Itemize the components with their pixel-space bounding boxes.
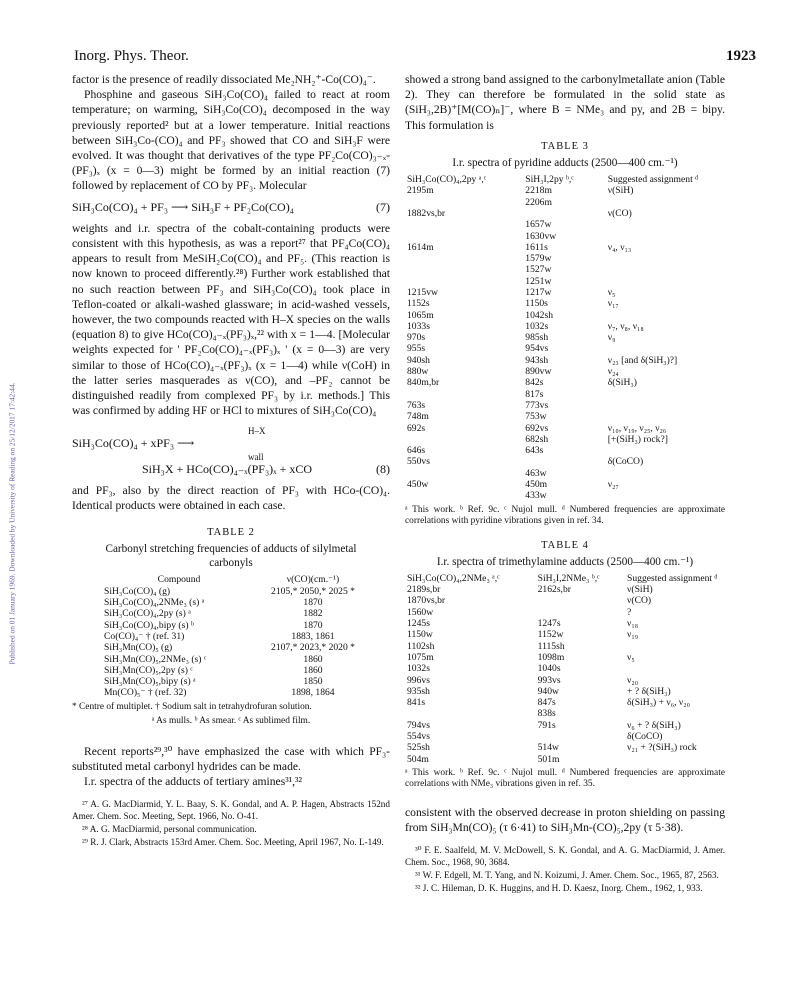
table-row [405,366,725,377]
table-cell: 1150w [407,629,433,641]
table-cell: 2206m [525,196,552,208]
table-cell: δ(SiH₃) [607,377,637,389]
table-row [405,287,725,298]
table-row [102,687,370,698]
table-cell: 940sh [407,354,430,366]
table-cell: 1898, 1864 [291,687,335,699]
table-row [405,219,725,230]
table-cell: 817s [525,388,544,400]
table-cell: + ? δ(SiH₃) [627,685,671,697]
table-cell: ν₂₃ [and δ(SiH₃)?] [607,354,678,366]
table-cell: 1611s [525,241,548,253]
table-row [405,754,725,765]
table-row [405,675,725,686]
table-cell: 1245s [407,618,430,630]
table-cell [606,197,725,208]
paragraph: and PF₃, also by the direct reaction of PF₃ with HCo-(CO)₄. Identical products were obtained in each case. [72,483,390,513]
table-cell: 838s [537,708,556,720]
table-cell: 682sh [525,433,549,445]
table-row [405,652,725,663]
table-cell: ν₅ [607,286,616,298]
table-cell: ν(SiH) [607,185,634,197]
table-cell: ν₂₀ [627,674,639,686]
table-cell [405,468,523,479]
table-cell [536,595,625,606]
table-cell: δ(CoCO) [607,456,644,468]
table-cell: 2105,* 2050,* 2025 * [271,585,355,597]
table-row [405,445,725,456]
table-cell: 1850 [303,676,323,688]
table-cell: SiH₃Mn(CO)₅ (g) [104,642,173,654]
table-cell: 550vs [407,456,430,468]
table-cell: 2107,* 2023,* 2020 * [271,642,355,654]
table-cell [606,310,725,321]
table-cell: ν₉ [607,332,616,344]
table-cell: 463w [525,467,547,479]
table-row [102,654,370,665]
column-header: Compound [157,574,201,586]
table-cell [625,754,725,765]
table-cell: ν₁₉ [627,629,639,641]
table-cell: 1870 [303,619,323,631]
reference: ²⁹ R. J. Clark, Abstracts 153rd Amer. Chem. Soc. Meeting, April 1967, No. L-149. [82,837,384,848]
table-3-title: I.r. spectra of pyridine adducts (2500—400 cm.⁻¹) [452,157,678,170]
table-3-footnote: ᵃ This work. ᵇ Ref. 9c. ᶜ Nujol mull. ᵈ Numbered frequencies are approximate correlations with pyridine vibrations given in ref. 34. [405,504,725,527]
table-cell: 643s [525,445,544,457]
table-cell: 450m [525,479,548,491]
table-row [405,434,725,445]
table-row [102,642,370,653]
table-cell: 841s [407,697,426,709]
table-cell: 935sh [407,685,430,697]
table-cell [606,253,725,264]
table-cell: ν₂₇ [607,479,619,491]
table-cell: 1032s [525,320,549,332]
table-row [405,423,725,434]
column-header: SiH₃I,2NMe₃ ᵇ,ᶜ [537,572,600,584]
table-cell: 1247s [537,618,561,630]
table-cell [625,663,725,674]
paragraph: factor is the presence of readily dissociated Me₂NH₂⁺-Co(CO)₄⁻. [72,73,376,86]
table-row [405,607,725,618]
table-cell: ν₁₈ [627,618,639,630]
table-4 [405,573,725,765]
table-cell: [+(SiH₃) rock?] [607,433,668,445]
table-cell: 1882vs,br [407,207,446,219]
equation-condition: wall [248,451,264,462]
table-cell: SiH₃Co(CO)₄,bipy (s) ᵇ [104,619,194,631]
table-row [405,332,725,343]
table-cell: 1870vs,br [407,595,446,607]
table-cell [405,264,523,275]
paragraph: Phosphine and gaseous SiH₃Co(CO)₄ failed to react at room temperature; on warming, SiH₃Co(CO)₄ decomposed in the way previously reported² but at a lower temperature. Initial reactions between SiH₃Co-(CO)₄ and PF₃ showed that CO and SiH₃F were evolved. It was thought that derivatives of the type PF₂Co(CO)₃₋ₓ-(PF₃)ₓ (x = 0—3) might be formed by an initial reaction (7) followed by replacement of CO by PF₃. Molecular [72,88,390,193]
table-cell: SiH₃Mn(CO)₅,bipy (s) ᵃ [104,676,196,688]
table-row [405,389,725,400]
table-cell: 1033s [407,320,430,332]
reaction-arrow: ⟶ [177,436,195,451]
table-cell: SiH₃Mn(CO)₅,2py (s) ᶜ [104,664,193,676]
table-cell: ν₁₀, ν₁₉, ν₂₅, ν₂₆ [607,422,667,434]
table-row [405,686,725,697]
reference: ³² J. C. Hileman, D. K. Huggins, and H. D. Kaesz, Inorg. Chem., 1962, 1, 933. [415,883,703,894]
table-cell: 1579w [525,253,552,265]
table-cell: 1527w [525,264,552,276]
table-cell: 2162s,br [537,584,571,596]
table-cell: 955s [407,343,426,355]
equation-rhs: SiH₃X + HCo(CO)₄₋ₓ(PF₃)ₓ + xCO [142,461,313,476]
table-cell [405,253,523,264]
table-row [102,597,370,608]
table-cell [405,389,523,400]
table-row [405,321,725,332]
table-row [405,641,725,652]
table-cell: 940w [537,685,559,697]
table-cell: 1217w [525,286,552,298]
table-cell [523,208,605,219]
equation-reagent: H–X [248,426,266,437]
table-cell [606,219,725,230]
table-cell: 1630vw [525,230,557,242]
table-cell [536,607,625,618]
table-cell: 692vs [525,422,549,434]
download-watermark: Published on 01 January 1969. Downloaded by University of Reading on 25/12/2017 17:42:44. [7,382,17,665]
table-row [405,584,725,595]
table-cell: 2218m [525,185,552,197]
table-cell: 763s [407,399,426,411]
table-cell: 1657w [525,219,552,231]
table-row [102,620,370,631]
table-cell: 450w [407,479,429,491]
paragraph: Recent reports²⁹,³⁰ have emphasized the case with which PF₃-substituted metal carbonyl hydrides can be made. [72,744,390,773]
table-cell: 1860 [303,664,323,676]
left-column [72,72,390,851]
table-cell: 794vs [407,719,430,731]
table-2-footnote: * Centre of multiplet. † Sodium salt in tetrahydrofuran solution. [72,701,312,712]
column-header: SiH₃Co(CO)₄,2py ᵃ,ᶜ [407,174,487,186]
table-cell: 993vs [537,674,561,686]
equation-body: SiH₃Co(CO)₄ + PF₃ ⟶ SiH₃F + PF₂Co(CO)₄ [72,199,294,214]
table-row [405,663,725,674]
table-cell [606,490,725,501]
table-cell: 1860 [303,653,323,665]
table-cell: 791s [537,719,556,731]
table-2-title: Carbonyl stretching frequencies of adducts of silylmetal carbonyls [105,543,357,570]
table-row [405,231,725,242]
table-cell: 748m [407,411,429,423]
table-cell [625,708,725,719]
table-cell [606,445,725,456]
equation-lhs: SiH₃Co(CO)₄ + xPF₃ [72,436,175,451]
table-row [405,708,725,719]
table-cell: 692s [407,422,426,434]
table-row [405,185,725,196]
table-cell: 840m,br [407,377,440,389]
table-cell: SiH₃Mn(CO)₅,2NMe₃ (s) ᶜ [104,653,207,665]
table-cell [606,276,725,287]
table-cell: 1152s [407,298,430,310]
table-row [405,468,725,479]
table-cell: 970s [407,332,426,344]
table-cell: 554vs [407,730,430,742]
table-cell: 1115sh [537,640,565,652]
paragraph: showed a strong band assigned to the carbonylmetallate anion (Table 2). They can therefore be formulated in the solid state as (SiH₃,2B)⁺[M(CO)ₙ]⁻, where B = NMe₃ and py, and 2B = bipy. This formulation is [405,73,725,132]
footnotes-right [405,845,725,894]
reference: ²⁸ A. G. MacDiarmid, personal communication. [82,823,257,834]
table-cell [606,231,725,242]
table-cell: 985sh [525,332,549,344]
table-cell: 433w [525,490,547,502]
right-column [405,72,725,896]
table-row [405,742,725,753]
table-cell: 1040s [537,663,561,675]
table-cell: 2195m [407,185,434,197]
table-cell: 1075m [407,651,434,663]
table-cell: δ(SiH₃) + ν₆, ν₂₀ [627,697,690,709]
table-cell [536,731,625,742]
table-row [102,676,370,687]
table-row [405,355,725,366]
table-cell: 1152w [537,629,564,641]
table-row [102,608,370,619]
table-cell: 504m [407,753,429,765]
table-row [405,629,725,640]
table-cell: 890vw [525,366,552,378]
table-cell: SiH₃Co(CO)₄,2py (s) ᵃ [104,608,191,620]
table-row [102,665,370,676]
table-cell [405,276,523,287]
table-4-footnote: ᵃ This work. ᵇ Ref. 9c. ᶜ Nujol mull. ᵈ Numbered frequencies are approximate correlations with NMe₃ vibrations given in ref. 35. [405,767,725,790]
table-cell: 753w [525,411,547,423]
table-cell: ν(SiH) [627,584,653,596]
equation-number: (7) [376,199,390,214]
table-cell: Mn(CO)₅⁻ † (ref. 32) [104,687,187,699]
table-row [405,479,725,490]
table-cell: 1215vw [407,286,438,298]
page-number: 1923 [726,48,756,64]
table-cell: 996vs [407,674,430,686]
table-row [405,276,725,287]
table-row [405,720,725,731]
table-cell: 1102sh [407,640,435,652]
table-cell: Co(CO)₄⁻ † (ref. 31) [104,630,185,642]
table-cell: ν₆ + ? δ(SiH₃) [627,719,681,731]
table-cell: 842s [525,377,544,389]
table-cell [405,490,523,501]
table-cell: 1065m [407,309,434,321]
table-row [405,197,725,208]
equation-number: (8) [376,461,390,476]
reference: ²⁷ A. G. MacDiarmid, Y. L. Baay, S. K. Gondal, and A. P. Hagen, Abstracts 152nd Amer. Chem. Soc. Meeting, Sept. 1966, No. O-41. [72,799,390,821]
table-cell [405,708,536,719]
table-row [405,697,725,708]
table-row [102,586,370,597]
table-cell: ν₄, ν₁₃ [607,241,632,253]
table-cell: 1042sh [525,309,553,321]
table-cell [405,231,523,242]
table-cell: 880w [407,366,429,378]
table-row [405,208,725,219]
table-row [405,298,725,309]
table-cell [606,468,725,479]
table-cell [523,456,605,467]
table-cell [405,197,523,208]
footnotes-left [72,799,390,848]
table-row [102,631,370,642]
table-cell: 1614m [407,241,434,253]
table-cell: 847s [537,697,556,709]
column-header: SiH₃I,2py ᵇ,ᶜ [525,174,574,186]
table-cell: SiH₃Co(CO)₄,2NMe₃ (s) ᵃ [104,597,205,609]
table-cell: 646s [407,445,426,457]
table-cell: 773vs [525,399,549,411]
table-cell: 954vs [525,343,549,355]
table-row [405,595,725,606]
reference: ³¹ W. F. Edgell, M. T. Yang, and N. Koizumi, J. Amer. Chem. Soc., 1965, 87, 2563. [415,869,719,880]
table-cell: ν₇, ν₈, ν₁₈ [607,320,644,332]
table-2 [102,574,370,698]
column-header: Suggested assignment ᵈ [607,174,699,186]
table-cell: 1150s [525,298,548,310]
table-2-footnote: ᵃ As mulls. ᵇ As smear. ᶜ As sublimed film. [151,716,311,727]
table-row [405,400,725,411]
table-row [405,490,725,501]
table-cell: δ(CoCO) [627,730,663,742]
table-cell: ν(CO) [607,207,632,219]
table-row [405,242,725,253]
table-cell: SiH₃Co(CO)₄ (g) [104,585,171,597]
equation-8 [72,426,390,476]
table-row [405,731,725,742]
table-row [405,264,725,275]
paragraph: weights and i.r. spectra of the cobalt-containing products were consistent with this hypothesis, as was a report²⁷ that PF₄Co(CO)₄ appears to result from MeSiH₂Co(CO)₄ and PF₅. (This reaction is now known to proceed differently.²⁸) Further work established that no such reaction between PF₃ and SiH₃Co(CO)₄ took place in Teflon-coated or alkali-washed glassware; in acid-washed vessels, however, the two compounds reacted with H–X species on the walls (equation 8) to give HCo(CO)₄₋ₓ(PF₃)ₓ,²² with x = 1—4. [Molecular weights expected for ' PF₂Co(CO)₄₋ₓ(PF₃)ₓ ' (x = 0—3) are very similar to those of HCo(CO)₄₋ₓ(PF₃)ₓ (x = 1—4) while ν(CoH) in the latter series masquerades as ν(CO), and –PF₂ cannot be distinguished readily from complexed PF₃ by i.r. methods.] This was confirmed by adding HF or HCl to mixtures of SiH₃Co(CO)₄ [72,221,390,418]
table-row [405,411,725,422]
column-header: Suggested assignment ᵈ [627,572,718,584]
paragraph: I.r. spectra of the adducts of tertiary amines³¹,³² [84,775,303,789]
table-cell: 501m [537,753,560,765]
table-cell: 1251w [525,275,552,287]
equation-7 [72,200,390,215]
table-cell [606,400,725,411]
table-cell: ν₁₇ [607,298,619,310]
table-4-label: TABLE 4 [541,539,589,551]
table-cell [606,389,725,400]
table-cell: 1870 [303,597,323,609]
table-row [405,343,725,354]
table-cell: 1882 [303,608,323,620]
column-header: SiH₃Co(CO)₄,2NMe₃ ᵃ,ᶜ [407,572,500,584]
table-cell: 1560w [407,606,434,618]
paragraph: consistent with the observed decrease in proton shielding on passing from SiH₃Mn(CO)₅ (τ 6·41) to SiH₃Mn-(CO)₅,2py (τ 5·38). [405,805,725,835]
table-row [405,253,725,264]
table-3-label: TABLE 3 [541,140,589,152]
table-4-title: I.r. spectra of trimethylamine adducts (2500—400 cm.⁻¹) [436,555,694,568]
table-cell: ν₂₄ [607,366,619,378]
table-cell [606,411,725,422]
table-3 [405,174,725,502]
table-cell [606,264,725,275]
table-cell: 2189s,br [407,584,441,596]
table-row [405,618,725,629]
table-cell: ν(CO) [627,595,652,607]
table-cell: ν₅ [627,651,635,663]
table-cell: 1098m [537,651,565,663]
table-cell [405,434,523,445]
table-cell: 943sh [525,354,549,366]
table-cell [606,343,725,354]
table-row [405,310,725,321]
table-cell [405,219,523,230]
table-cell: 525sh [407,742,430,754]
table-cell: ? [627,606,632,618]
column-header: ν(CO)(cm.⁻¹) [286,574,340,586]
table-cell: 1883, 1861 [291,630,335,642]
table-cell [625,641,725,652]
table-2-label: TABLE 2 [207,527,255,539]
table-row [405,456,725,467]
table-row [405,377,725,388]
table-cell: ν₂₁ + ?(SiH₃) rock [627,742,697,754]
table-cell: 514w [537,742,559,754]
table-cell: 1032s [407,663,430,675]
journal-header: Inorg. Phys. Theor. [74,48,189,64]
reference: ³⁰ F. E. Saalfeld, M. V. McDowell, S. K. Gondal, and A. G. MacDiarmid, J. Amer. Chem. Soc., 1968, 90, 3684. [405,845,725,867]
